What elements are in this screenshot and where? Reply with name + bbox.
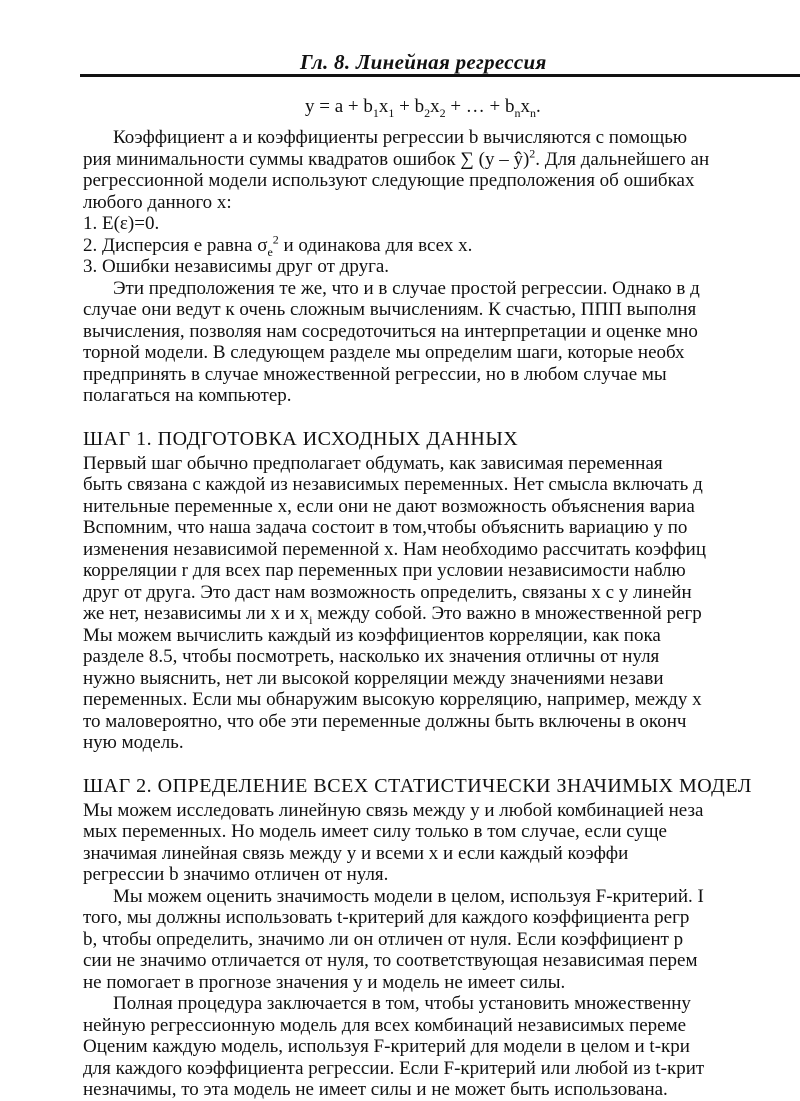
assumption-3: 3. Ошибки независимы друг от друга. bbox=[83, 256, 390, 277]
text-line: торной модели. В следующем разделе мы определим шаги, которые необх bbox=[83, 342, 685, 363]
text-line: ную модель. bbox=[83, 732, 184, 753]
text-line: нительные переменные x, если они не дают возможность объяснения вариа bbox=[83, 495, 695, 517]
section-gap bbox=[83, 754, 800, 776]
text-line: рия минимальности суммы квадратов ошибок ∑ (y – ŷ)$^2$. Для дальнейшего ан bbox=[83, 148, 710, 170]
section-heading-step2: ШАГ 2. ОПРЕДЕЛЕНИЕ ВСЕХ СТАТИСТИЧЕСКИ ЗНАЧИМЫХ МОДЕЛ bbox=[83, 775, 752, 797]
text-line: не помогает в прогнозе значения y и модель не имеет силы. bbox=[83, 971, 566, 993]
text-line: Коэффициент a и коэффициенты регрессии b вычисляются с помощью bbox=[113, 127, 688, 148]
text-line: Вспомним, что наша задача состоит в том,чтобы объяснить вариацию y по bbox=[83, 517, 688, 538]
text-line: Первый шаг обычно предполагает обдумать, как зависимая переменная bbox=[83, 452, 663, 474]
text-line: предпринять в случае множественной регрессии, но в любом случае мы bbox=[83, 363, 667, 385]
text-line: любого данного x: bbox=[83, 191, 232, 213]
text-line: Мы можем вычислить каждый из коэффициентов корреляции, как пока bbox=[83, 624, 661, 646]
text-line: Мы можем оценить значимость модели в целом, используя F-критерий. I bbox=[113, 885, 704, 907]
text-line: Эти предположения те же, что и в случае простой регрессии. Однако в д bbox=[113, 277, 700, 299]
text-line: же нет, независимы ли x и $x_i$ между собой. Это важно в множественной регр bbox=[83, 603, 702, 625]
text-line: полагаться на компьютер. bbox=[83, 385, 292, 406]
section-heading-step1: ШАГ 1. ПОДГОТОВКА ИСХОДНЫХ ДАННЫХ bbox=[83, 428, 519, 450]
text-line: вычисления, позволяя нам сосредоточиться на интерпретации и оценке мно bbox=[83, 320, 698, 342]
text-line: Мы можем исследовать линейную связь между y и любой комбинацией неза bbox=[83, 799, 704, 821]
text-line: переменных. Если мы обнаружим высокую корреляцию, например, между x bbox=[83, 689, 702, 710]
text-line: Полная процедура заключается в том, чтобы установить множественну bbox=[113, 993, 691, 1014]
text-line: регрессии b значимо отличен от нуля. bbox=[83, 864, 389, 885]
text-line: b, чтобы определить, значимо ли он отличен от нуля. Если коэффициент р bbox=[83, 928, 684, 950]
text-line: регрессионной модели используют следующие предположения об ошибках bbox=[83, 170, 695, 191]
text-line: для каждого коэффициента регрессии. Если F-критерий или любой из t-крит bbox=[83, 1057, 705, 1079]
text-line: значимая линейная связь между y и всеми x и если каждый коэффи bbox=[83, 842, 629, 864]
assumption-2: 2. Дисперсия e равна $\sigma_e^2$ и одинакова для всех x. bbox=[83, 234, 473, 256]
running-head: Гл. 8. Линейная регрессия bbox=[300, 50, 547, 74]
text-line: друг от друга. Это даст нам возможность определить, связаны x с y линейн bbox=[83, 581, 692, 603]
body-text bbox=[83, 127, 800, 1101]
text-line: Оценим каждую модель, используя F-критерий для модели в целом и t-кри bbox=[83, 1036, 690, 1057]
text-line: корреляции r для всех пар переменных при условии независимости наблю bbox=[83, 560, 686, 581]
text-line: того, мы должны использовать t-критерий для каждого коэффициента регр bbox=[83, 907, 690, 928]
text-line: нужно выяснить, нет ли высокой корреляции между значениями незави bbox=[83, 667, 664, 689]
section-gap bbox=[83, 407, 800, 429]
text-line: то маловероятно, что обе эти переменные должны быть включены в оконч bbox=[83, 710, 687, 732]
text-line: изменения независимой переменной x. Нам необходимо рассчитать коэффиц bbox=[83, 538, 707, 560]
text-line: нейную регрессионную модель для всех комбинаций независимых переме bbox=[83, 1014, 687, 1036]
assumption-1: 1. E(ε)=0. bbox=[83, 213, 160, 234]
regression-formula: $y = a + b_1x_1 + b_2x_2$ + … + $b_nx_n$. bbox=[305, 96, 541, 120]
text-line: быть связана с каждой из независимых переменных. Нет смысла включать д bbox=[83, 474, 703, 495]
text-line: разделе 8.5, чтобы посмотреть, насколько их значения отличны от нуля bbox=[83, 646, 660, 667]
text-line: сии не значимо отличается от нуля, то соответствующая независимая перем bbox=[83, 950, 698, 971]
text-line: незначимы, то эта модель не имеет силы и не может быть использована. bbox=[83, 1079, 668, 1100]
text-line: случае они ведут к очень сложным вычислениям. К счастью, ППП выполня bbox=[83, 299, 697, 320]
text-line: мых переменных. Но модель имеет силу только в том случае, если суще bbox=[83, 821, 667, 842]
header-rule bbox=[80, 74, 800, 77]
